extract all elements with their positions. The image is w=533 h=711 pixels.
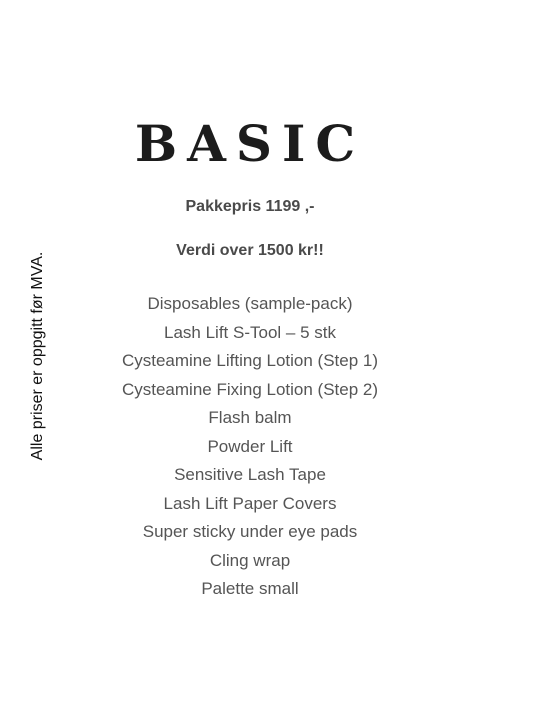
- package-value: Verdi over 1500 kr!!: [176, 242, 324, 259]
- list-item: Super sticky under eye pads: [142, 522, 358, 541]
- list-item: Sensitive Lash Tape: [174, 465, 326, 484]
- package-contents-list: [0, 290, 500, 604]
- list-item: Lash Lift Paper Covers: [163, 493, 337, 513]
- list-item: Flash balm: [208, 408, 292, 427]
- list-item: Cysteamine Fixing Lotion (Step 2): [121, 379, 379, 399]
- list-item: Disposables (sample-pack): [147, 294, 353, 313]
- list-item: Cling wrap: [209, 550, 291, 570]
- vat-disclaimer: Alle priser er oppgitt før MVA.: [29, 251, 46, 461]
- list-item: Palette small: [201, 579, 299, 598]
- list-item: Lash Lift S-Tool – 5 stk: [164, 322, 336, 342]
- package-title: BASIC: [134, 114, 366, 173]
- package-price: Pakkepris 1199 ,-: [185, 198, 315, 215]
- list-item: Powder Lift: [207, 436, 293, 456]
- list-item: Cysteamine Lifting Lotion (Step 1): [121, 351, 379, 370]
